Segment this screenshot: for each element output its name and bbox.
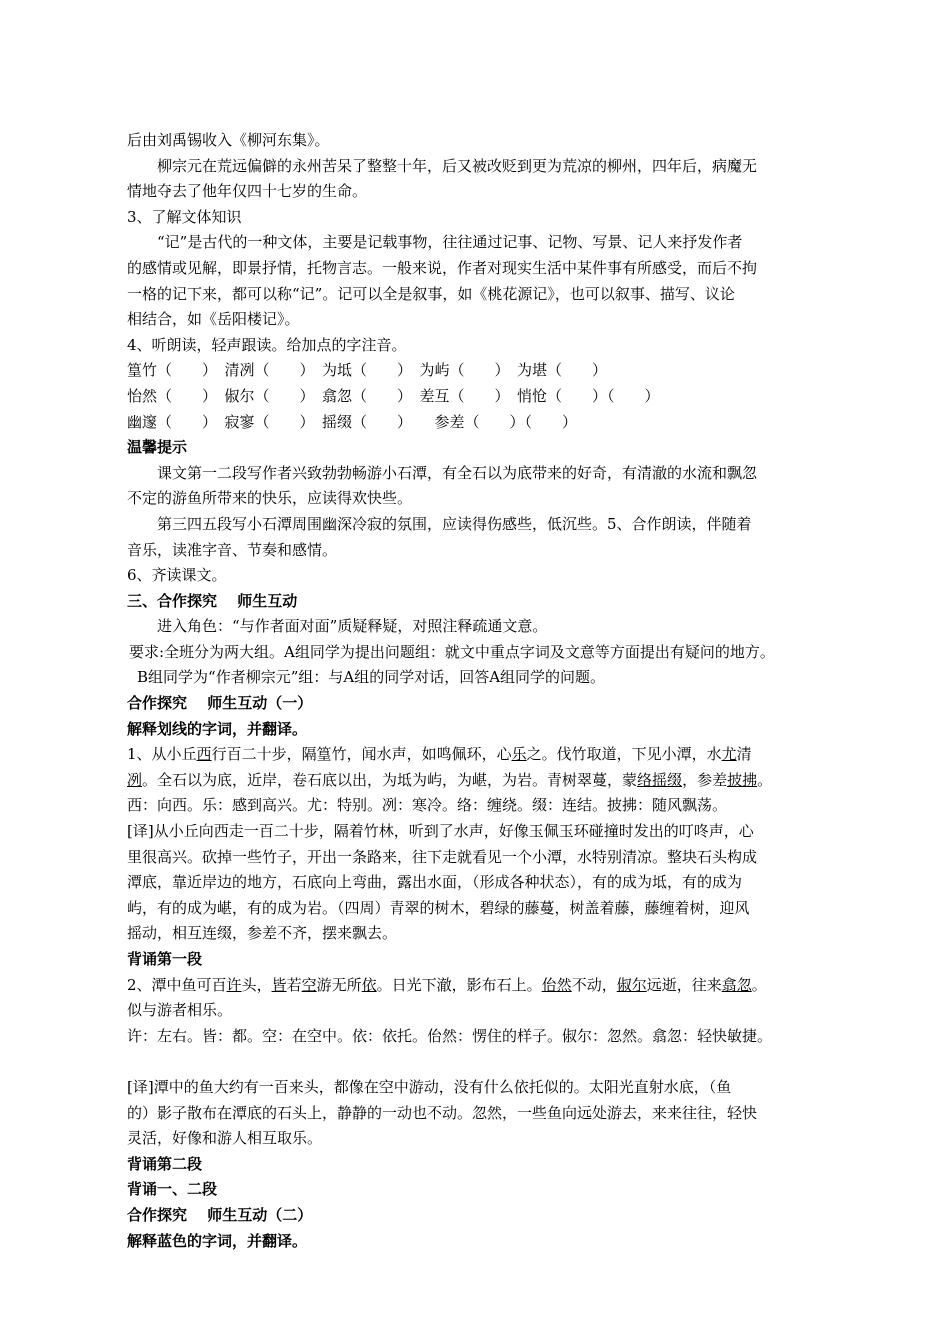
genre-paragraph-line: 一格的记下来，都可以称“记”。记可以全是叙事，如《桃花源记》，也可以叙事、描写、议论 [127,284,735,303]
blank-line [127,1049,849,1075]
translation-line: 屿，有的成为嵁，有的成为岩。（四周）青翠的树木，碧绿的藤蔓，树盖着藤，藤缠着树，迎风 [127,898,750,917]
recite-first-paragraph: 背诵第一段 [127,950,203,968]
text-segment: 之。伐竹取道，下见小潭，水 [526,745,722,764]
pinyin-exercise-row: 篁竹（ ） 清冽（ ） 为坻（ ） 为屿（ ） 为堪（ ） [127,361,608,380]
underlined-word: 尤 [721,745,737,764]
translation-line: 潭底，靠近岸边的地方，石底向上弯曲，露出水面，（形成各种状态），有的成为坻，有的成为 [127,873,743,892]
section-3-heading: 3、了解文体知识 [127,207,242,226]
pinyin-exercise-row: 幽邃（ ） 寂寥（ ） 摇缀（ ） 参差（ ）（ ） [127,412,578,431]
role-line: 进入角色：“与作者面对面”质疑释疑，对照注释疏通文意。 [157,617,548,636]
text-1-line [127,742,849,768]
tips-paragraph-line: 第三四五段写小石潭周围幽深冷寂的氛围，应读得伤感些，低沉些。5、合作朗读，伴随着 [157,514,752,533]
translation-line: [译]从小丘向西走一百二十步，隔着竹林，听到了水声，好像玉佩玉环碰撞时发出的叮咚声，心 [127,822,754,841]
requirement-line: 要求:全班分为两大组。A组同学为提出问题组：就文中重点字词及文意等方面提出有疑问的地方。 [129,642,775,661]
underlined-word: 许 [226,975,242,994]
text-segment: 头， [241,975,272,994]
underlined-word: 披拂 [727,770,758,789]
text-segment: 远逝，往来 [646,975,722,994]
part-2-task: 解释蓝色的字词，并翻译。 [127,1231,308,1250]
intro-paragraph-line: 情地夺去了他年仅四十七岁的生命。 [127,182,368,201]
tips-heading: 温馨提示 [127,438,188,457]
text-1-notes: 西：向西。乐：感到高兴。尤：特别。冽：寒冷。络：缠绕。缀：连结。披拂：随风飘荡。 [127,796,728,815]
underlined-word: 乐 [511,745,527,764]
text-2-line: 似与游者相乐。 [127,1001,233,1020]
document-page [127,128,849,1254]
tips-paragraph-line: 不定的游鱼所带来的快乐，应读得欢快些。 [127,489,413,508]
text-2-notes: 许：左右。皆：都。空：在空中。依：依托。佁然：愣住的样子。俶尔：忽然。翕忽：轻快敏捷。 [127,1026,773,1045]
underlined-word: 西 [196,745,212,764]
pinyin-exercise-row: 怡然（ ） 俶尔（ ） 翕忽（ ） 差互（ ） 悄怆（ ）（ ） [127,386,660,405]
text-segment: 游无所 [316,975,362,994]
group-b-line: B组同学为“作者柳宗元”组：与A组的同学对话，回答A组同学的问题。 [137,668,606,687]
translation-line: 的）影子散布在潭底的石头上，静静的一动也不动。忽然，一些鱼向远处游去，来来往往，轻快 [127,1103,758,1122]
item-6: 6、齐读课文。 [127,566,227,585]
underlined-word: 皆 [271,975,287,994]
underlined-word: 翕忽 [721,975,752,994]
text-2-line [127,973,849,999]
tips-paragraph-line: 音乐，读准字音、节奏和感情。 [127,540,338,559]
text-segment: 。 [751,975,767,994]
underlined-word: 冽 [127,770,143,789]
underlined-word: 空 [301,975,317,994]
recite-second-paragraph: 背诵第二段 [127,1154,203,1173]
underlined-word: 络 [637,770,653,789]
genre-paragraph-line: 的感情或见解，即景抒情，托物言志。一般来说，作者对现实生活中某件事有所感受，而后不拘 [127,258,758,277]
section-4-heading: 4、听朗读，轻声跟读。给加点的字注音。 [127,335,407,354]
text-segment: 2、潭中鱼可百 [127,975,227,994]
recite-first-second-paragraphs: 背诵一、二段 [127,1180,218,1199]
intro-paragraph-line: 柳宗元在荒远偏僻的永州苦呆了整整十年，后又被改贬到更为荒凉的柳州，四年后，病魔无 [157,156,758,175]
tips-paragraph-line: 课文第一二段写作者兴致勃勃畅游小石潭，有全石以为底带来的好奇，有清澈的水流和飘忽 [157,463,758,482]
text-segment: ，参差 [682,770,728,789]
genre-paragraph-line: 相结合，如《岳阳楼记》。 [127,310,300,329]
text-segment: 行百二十步，隔篁竹，闻水声，如鸣佩环，心 [211,745,512,764]
part-1-heading: 合作探究 师生互动（一） [127,694,313,713]
underlined-word: 俶尔 [616,975,647,994]
text-segment: 若 [286,975,302,994]
text-segment: 清 [736,745,752,764]
underlined-word: 佁然 [541,975,572,994]
intro-line: 后由刘禹锡收入《柳河东集》。 [127,131,330,149]
underlined-word: 摇缀 [652,770,683,789]
section-three-heading: 三、合作探究 师生互动 [127,591,298,610]
translation-line: [译]潭中的鱼大约有一百来头，都像在空中游动，没有什么依托似的。太阳光直射水底，（鱼 [127,1077,732,1096]
text-segment: 。 [757,770,773,789]
text-segment: 。全石以为底，近岸，卷石底以出，为坻为屿，为嵁，为岩。青树翠蔓，蒙 [142,770,638,789]
translation-line: 摇动，相互连缀，参差不齐，摆来飘去。 [127,924,398,943]
text-1-line [127,768,849,794]
underlined-word: 依 [361,975,377,994]
text-segment: 。日光下澈，影布石上。 [376,975,542,994]
translation-line: 里很高兴。砍掉一些竹子，开出一条路来，往下走就看见一个小潭，水特别清凉。整块石头构成 [127,847,758,866]
text-segment: 1、从小丘 [127,745,197,764]
translation-line: 灵活，好像和游人相互取乐。 [127,1129,323,1148]
part-1-task: 解释划线的字词，并翻译。 [127,719,308,738]
text-segment: 不动， [571,975,617,994]
genre-paragraph-line: “记”是古代的一种文体，主要是记载事物，往往通过记事、记物、写景、记人来抒发作者 [157,233,743,252]
part-2-heading: 合作探究 师生互动（二） [127,1205,313,1224]
